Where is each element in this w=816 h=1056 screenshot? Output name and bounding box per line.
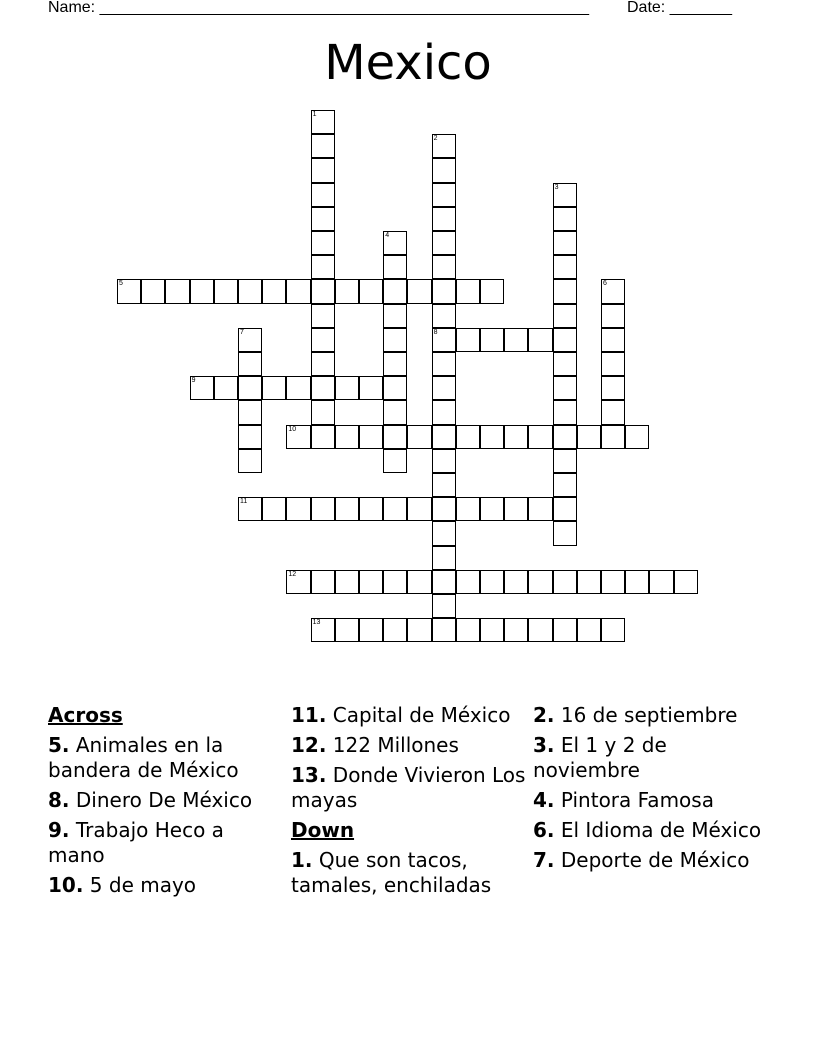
crossword-cell[interactable] <box>480 497 504 521</box>
crossword-cell[interactable] <box>432 328 456 352</box>
crossword-cell[interactable] <box>286 425 310 449</box>
crossword-cell[interactable] <box>311 400 335 424</box>
clue-across-5: 5. Animales en la bandera de México <box>48 733 239 782</box>
clue-number: 12 <box>288 570 297 578</box>
crossword-cell[interactable] <box>601 328 625 352</box>
clue-across-10: 10. 5 de mayo <box>48 873 197 897</box>
crossword-cell[interactable] <box>480 328 504 352</box>
clue-number: 1 <box>312 111 317 118</box>
page-title: Mexico <box>324 35 492 91</box>
clue-across-12: 12. 122 Millones <box>291 733 459 757</box>
crossword-cell[interactable] <box>311 328 335 352</box>
crossword-cell[interactable] <box>553 328 577 352</box>
crossword-cell[interactable] <box>601 425 625 449</box>
crossword-cell[interactable] <box>432 521 456 545</box>
down-heading: Down <box>291 818 355 842</box>
crossword-cell[interactable] <box>383 255 407 279</box>
crossword-cell[interactable] <box>553 618 577 642</box>
crossword-cell[interactable] <box>625 425 649 449</box>
crossword-cell[interactable] <box>238 328 262 352</box>
crossword-cell[interactable] <box>311 183 335 207</box>
crossword-cell[interactable] <box>238 400 262 424</box>
crossword-cell[interactable] <box>383 570 407 594</box>
crossword-cell[interactable] <box>528 618 552 642</box>
crossword-cell[interactable] <box>383 618 407 642</box>
crossword-cell[interactable] <box>311 279 335 303</box>
crossword-cell[interactable] <box>577 570 601 594</box>
crossword-cell[interactable] <box>432 546 456 570</box>
crossword-cell[interactable] <box>335 618 359 642</box>
crossword-cell[interactable] <box>528 497 552 521</box>
crossword-cell[interactable] <box>553 279 577 303</box>
crossword-cell[interactable] <box>311 304 335 328</box>
crossword-cell[interactable] <box>432 376 456 400</box>
crossword-cell[interactable] <box>238 279 262 303</box>
crossword-cell[interactable] <box>359 618 383 642</box>
crossword-cell[interactable] <box>335 497 359 521</box>
clue-column-2 <box>291 703 527 903</box>
clue-down-4: 4. Pintora Famosa <box>533 788 714 812</box>
crossword-cell[interactable] <box>335 425 359 449</box>
crossword-cell[interactable] <box>311 570 335 594</box>
crossword-cell[interactable] <box>553 352 577 376</box>
crossword-cell[interactable] <box>528 425 552 449</box>
crossword-cell[interactable] <box>311 618 335 642</box>
crossword-cell[interactable] <box>359 376 383 400</box>
crossword-cell[interactable] <box>190 279 214 303</box>
crossword-cell[interactable] <box>407 618 431 642</box>
crossword-cell[interactable] <box>528 570 552 594</box>
crossword-cell[interactable] <box>553 570 577 594</box>
clue-column-1 <box>48 703 284 903</box>
clue-number: 9 <box>191 377 196 385</box>
crossword-cell[interactable] <box>577 425 601 449</box>
crossword-cell[interactable] <box>359 570 383 594</box>
crossword-cell[interactable] <box>504 425 528 449</box>
crossword-cell[interactable] <box>335 279 359 303</box>
name-field-label: Name: _______________________________________________________ <box>48 0 589 16</box>
crossword-cell[interactable] <box>165 279 189 303</box>
crossword-cell[interactable] <box>528 328 552 352</box>
crossword-cell[interactable] <box>432 473 456 497</box>
crossword-cell[interactable] <box>383 497 407 521</box>
clue-down-1: 1. Que son tacos, tamales, enchiladas <box>291 848 492 897</box>
crossword-cell[interactable] <box>359 279 383 303</box>
crossword-cell[interactable] <box>480 425 504 449</box>
across-heading: Across <box>48 703 123 727</box>
crossword-cell[interactable] <box>286 497 310 521</box>
crossword-cell[interactable] <box>504 570 528 594</box>
crossword-cell[interactable] <box>311 497 335 521</box>
crossword-cell[interactable] <box>432 425 456 449</box>
crossword-cell[interactable] <box>383 449 407 473</box>
crossword-cell[interactable] <box>601 400 625 424</box>
crossword-cell[interactable] <box>480 618 504 642</box>
crossword-cell[interactable] <box>335 570 359 594</box>
clue-number: 4 <box>385 232 390 239</box>
clue-number: 6 <box>603 280 607 288</box>
clue-number: 5 <box>119 280 123 288</box>
crossword-cell[interactable] <box>504 618 528 642</box>
crossword-cell[interactable] <box>311 376 335 400</box>
crossword-cell[interactable] <box>553 255 577 279</box>
date-field-label: Date: _______ <box>627 0 732 16</box>
crossword-cell[interactable] <box>286 570 310 594</box>
crossword-cell[interactable] <box>383 304 407 328</box>
crossword-cell[interactable] <box>432 158 456 182</box>
crossword-cell[interactable] <box>286 376 310 400</box>
crossword-cell[interactable] <box>553 449 577 473</box>
crossword-cell[interactable] <box>117 279 141 303</box>
crossword-cell[interactable] <box>432 255 456 279</box>
clue-down-3: 3. El 1 y 2 de noviembre <box>533 733 667 782</box>
clue-number: 8 <box>433 328 438 336</box>
crossword-cell[interactable] <box>311 231 335 255</box>
crossword-cell[interactable] <box>504 328 528 352</box>
crossword-cell[interactable] <box>286 279 310 303</box>
crossword-cell[interactable] <box>456 497 480 521</box>
crossword-cell[interactable] <box>553 400 577 424</box>
crossword-cell[interactable] <box>335 376 359 400</box>
crossword-cell[interactable] <box>553 304 577 328</box>
crossword-cell[interactable] <box>432 352 456 376</box>
crossword-cell[interactable] <box>480 279 504 303</box>
crossword-cell[interactable] <box>190 376 214 400</box>
crossword-cell[interactable] <box>383 425 407 449</box>
crossword-cell[interactable] <box>432 594 456 618</box>
crossword-cell[interactable] <box>311 425 335 449</box>
clue-down-6: 6. El Idioma de México <box>533 818 762 842</box>
crossword-cell[interactable] <box>553 521 577 545</box>
clue-down-2: 2. 16 de septiembre <box>533 703 738 727</box>
clue-across-8: 8. Dinero De México <box>48 788 253 812</box>
crossword-cell[interactable] <box>407 279 431 303</box>
clue-number: 11 <box>240 498 248 506</box>
crossword-cell[interactable] <box>311 207 335 231</box>
crossword-cell[interactable] <box>456 328 480 352</box>
clue-across-9: 9. Trabajo Heco a mano <box>48 818 224 867</box>
crossword-cell[interactable] <box>238 425 262 449</box>
crossword-cell[interactable] <box>432 618 456 642</box>
crossword-cell[interactable] <box>359 497 383 521</box>
crossword-cell[interactable] <box>553 497 577 521</box>
crossword-cell[interactable] <box>262 376 286 400</box>
crossword-cell[interactable] <box>432 570 456 594</box>
crossword-cell[interactable] <box>238 497 262 521</box>
clue-number: 2 <box>433 135 438 143</box>
crossword-cell[interactable] <box>214 376 238 400</box>
crossword-cell[interactable] <box>553 473 577 497</box>
crossword-cell[interactable] <box>311 352 335 376</box>
crossword-cell[interactable] <box>480 570 504 594</box>
crossword-cell[interactable] <box>553 207 577 231</box>
crossword-cell[interactable] <box>553 376 577 400</box>
crossword-cell[interactable] <box>383 279 407 303</box>
crossword-cell[interactable] <box>432 207 456 231</box>
crossword-cell[interactable] <box>311 255 335 279</box>
clue-number: 10 <box>288 425 297 433</box>
clue-number: 3 <box>554 183 559 191</box>
crossword-cell[interactable] <box>359 425 383 449</box>
crossword-cell[interactable] <box>601 376 625 400</box>
crossword-cell[interactable] <box>383 328 407 352</box>
crossword-cell[interactable] <box>407 570 431 594</box>
crossword-cell[interactable] <box>432 279 456 303</box>
clue-number: 13 <box>312 619 321 627</box>
crossword-cell[interactable] <box>383 376 407 400</box>
crossword-cell[interactable] <box>383 400 407 424</box>
clue-number: 7 <box>240 328 244 336</box>
crossword-cell[interactable] <box>407 497 431 521</box>
crossword-cell[interactable] <box>311 110 335 134</box>
clue-across-11: 11. Capital de México <box>291 703 511 727</box>
crossword-cell[interactable] <box>141 279 165 303</box>
crossword-cell[interactable] <box>553 231 577 255</box>
crossword-cell[interactable] <box>553 183 577 207</box>
crossword-cell[interactable] <box>601 352 625 376</box>
crossword-cell[interactable] <box>456 279 480 303</box>
crossword-cell[interactable] <box>432 304 456 328</box>
crossword-cell[interactable] <box>601 570 625 594</box>
clue-column-3 <box>533 703 769 878</box>
crossword-cell[interactable] <box>238 376 262 400</box>
crossword-cell[interactable] <box>625 570 649 594</box>
crossword-cell[interactable] <box>311 134 335 158</box>
crossword-cell[interactable] <box>456 570 480 594</box>
crossword-cell[interactable] <box>432 231 456 255</box>
crossword-cell[interactable] <box>432 134 456 158</box>
crossword-cell[interactable] <box>383 352 407 376</box>
crossword-cell[interactable] <box>262 279 286 303</box>
crossword-cell[interactable] <box>456 425 480 449</box>
crossword-cell[interactable] <box>432 449 456 473</box>
clue-across-13: 13. Donde Vivieron Los mayas <box>291 763 526 812</box>
crossword-cell[interactable] <box>601 279 625 303</box>
crossword-cell[interactable] <box>432 183 456 207</box>
crossword-cell[interactable] <box>649 570 673 594</box>
crossword-cell[interactable] <box>504 497 528 521</box>
crossword-cell[interactable] <box>456 618 480 642</box>
crossword-cell[interactable] <box>407 425 431 449</box>
crossword-cell[interactable] <box>601 304 625 328</box>
crossword-cell[interactable] <box>432 497 456 521</box>
crossword-cell[interactable] <box>214 279 238 303</box>
crossword-cell[interactable] <box>311 158 335 182</box>
crossword-cell[interactable] <box>432 400 456 424</box>
crossword-cell[interactable] <box>238 449 262 473</box>
clue-down-7: 7. Deporte de México <box>533 848 750 872</box>
crossword-cell[interactable] <box>383 231 407 255</box>
crossword-cell[interactable] <box>238 352 262 376</box>
crossword-cell[interactable] <box>553 425 577 449</box>
crossword-cell[interactable] <box>577 618 601 642</box>
crossword-cell[interactable] <box>262 497 286 521</box>
crossword-cell[interactable] <box>674 570 698 594</box>
crossword-cell[interactable] <box>601 618 625 642</box>
